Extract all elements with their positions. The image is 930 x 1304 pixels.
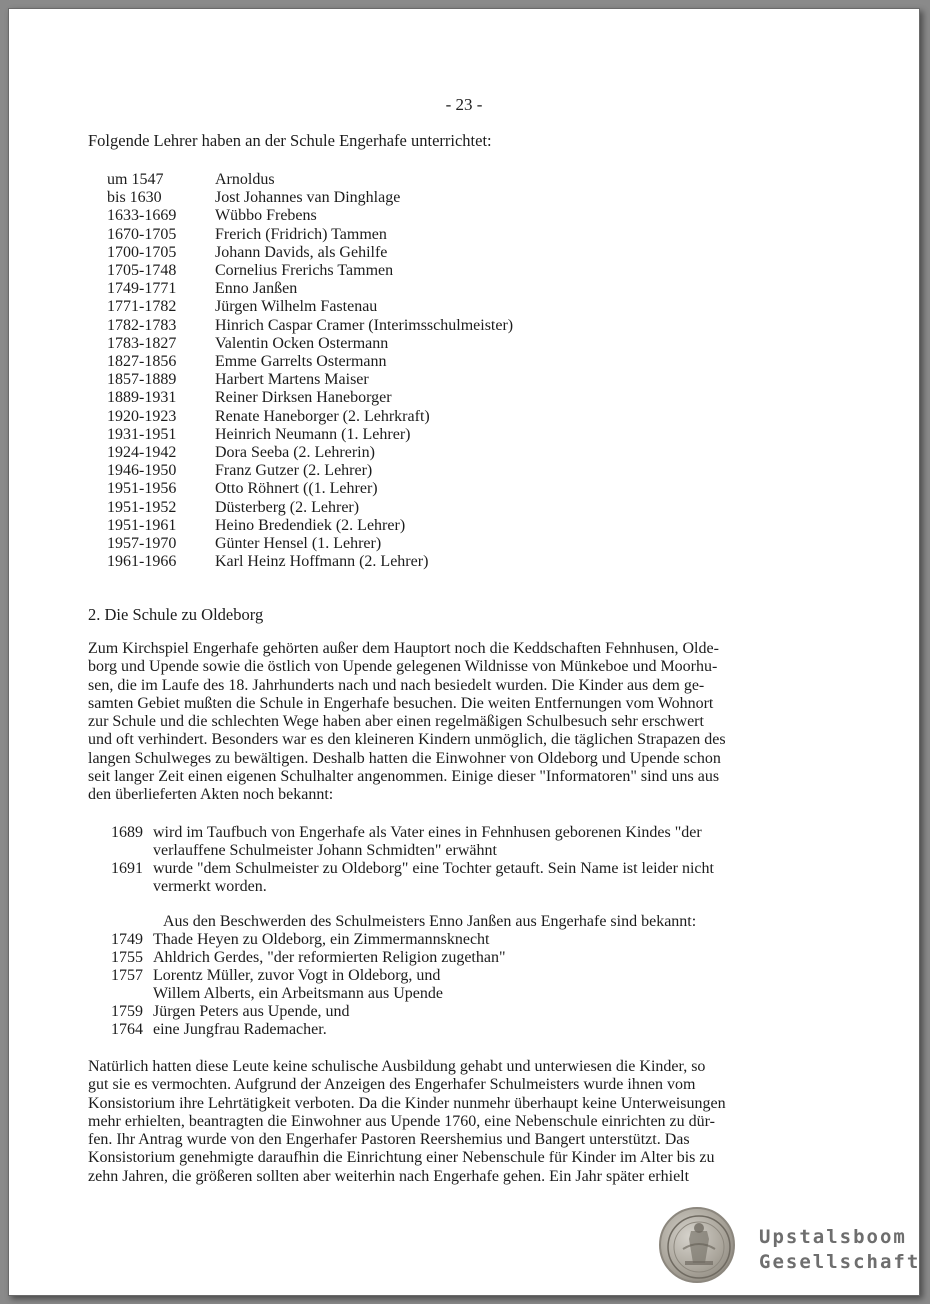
paragraph-line: samten Gebiet mußten die Schule in Engerhafe besuchen. Die weiten Entfernungen vom Wohnort: [88, 694, 714, 712]
teacher-row: [107, 480, 513, 498]
entry-text: Lorentz Müller, zuvor Vogt in Oldeborg, und: [153, 967, 441, 984]
logo-line-2: Gesellschaft: [759, 1251, 921, 1273]
teacher-name: Jürgen Wilhelm Fastenau: [215, 298, 378, 316]
paragraph-line: gut sie es vermochten. Aufgrund der Anzeigen des Engerhafer Schulmeisters wurde ihnen vom: [88, 1076, 696, 1094]
paragraph-line: Konsistorium ihre Lehrtätigkeit verboten. Da die Kinder nunmehr überhaupt keine Unterweisungen: [88, 1094, 726, 1112]
teacher-years: 1920-1923: [107, 407, 177, 425]
teacher-list-intro: Folgende Lehrer haben an der Schule Engerhafe unterrichtet:: [88, 131, 492, 150]
entry-text: wird im Taufbuch von Engerhafe als Vater eines in Fehnhusen geborenen Kindes "der: [153, 824, 702, 841]
teacher-name: Reiner Dirksen Haneborger: [215, 389, 392, 407]
teacher-name: Wübbo Frebens: [215, 207, 317, 225]
teacher-row: [107, 499, 513, 517]
teacher-row: [107, 207, 513, 225]
entry-year: 1757: [111, 967, 143, 984]
teacher-row: [107, 317, 513, 335]
paragraph-line: zehn Jahren, die größeren sollten aber weiterhin nach Engerhafe gehen. Ein Jahr später erhielt: [88, 1167, 690, 1185]
entry-row: [101, 931, 831, 949]
entry-row: [101, 985, 831, 1003]
teacher-row: [107, 280, 513, 298]
teacher-years: 1827-1856: [107, 353, 177, 371]
document-page: [8, 8, 920, 1296]
teacher-row: [107, 444, 513, 462]
teacher-row: [107, 389, 513, 407]
teacher-years: 1951-1956: [107, 480, 177, 498]
entry-row: [101, 842, 831, 860]
paragraph-line: langen Schulweges zu bewältigen. Deshalb hatten die Einwohner von Oldeborg und Upende schon: [88, 749, 721, 767]
teacher-row: [107, 535, 513, 553]
teacher-years: 1749-1771: [107, 280, 177, 298]
teacher-years: 1946-1950: [107, 462, 177, 480]
entry-text: verlauffene Schulmeister Johann Schmidten" erwähnt: [153, 842, 497, 859]
entry-year: 1764: [111, 1021, 143, 1038]
teacher-name: Franz Gutzer (2. Lehrer): [215, 462, 373, 480]
logo-line-1: Upstalsboom: [759, 1226, 907, 1248]
teacher-row: [107, 171, 513, 189]
teacher-name: Enno Janßen: [215, 280, 298, 298]
paragraph-line: den überlieferten Akten noch bekannt:: [88, 786, 334, 804]
entry-year: [101, 878, 153, 896]
entry-year: 1689: [111, 824, 143, 841]
teacher-name: Günter Hensel (1. Lehrer): [215, 535, 382, 553]
teacher-years: 1951-1961: [107, 516, 177, 534]
entry-text: Ahldrich Gerdes, "der reformierten Religion zugethan": [153, 949, 506, 966]
entry-text: Willem Alberts, ein Arbeitsmann aus Upende: [153, 985, 443, 1002]
paragraph-line: und oft verhindert. Besonders war es den kleineren Kindern unmöglich, die täglichen Strapazen des: [88, 731, 726, 749]
entry-row: [101, 1021, 831, 1039]
teacher-years: 1931-1951: [107, 425, 177, 443]
teacher-name: Dora Seeba (2. Lehrerin): [215, 444, 375, 462]
paragraph-2: [88, 1058, 832, 1186]
teacher-years: 1771-1782: [107, 298, 177, 316]
teacher-name: Düsterberg (2. Lehrer): [215, 498, 360, 516]
teacher-name: Emme Garrelts Ostermann: [215, 353, 387, 371]
section-heading: 2. Die Schule zu Oldeborg: [88, 605, 264, 624]
entry-row: [101, 967, 831, 985]
upstalsboom-logo: [659, 1207, 919, 1285]
entry-year: 1691: [111, 860, 143, 877]
paragraph-line: Natürlich hatten diese Leute keine schulische Ausbildung gehabt und unterwiesen die Kinder, so: [88, 1058, 706, 1075]
informator-list-2: [101, 931, 831, 1039]
teacher-row: [107, 244, 513, 262]
teacher-name: Otto Röhnert ((1. Lehrer): [215, 480, 378, 498]
teacher-row: [107, 426, 513, 444]
teacher-years: 1951-1952: [107, 498, 177, 516]
page-content: [9, 9, 919, 1295]
teacher-list: [107, 171, 513, 571]
teacher-row: [107, 353, 513, 371]
entry-text: Jürgen Peters aus Upende, und: [153, 1003, 350, 1020]
paragraph-line: mehr erhielten, beantragten die Einwohner aus Upende 1760, eine Nebenschule einrichten zu dür-: [88, 1112, 715, 1130]
teacher-years: 1961-1966: [107, 553, 177, 571]
teacher-name: Cornelius Frerichs Tammen: [215, 262, 394, 280]
logo-text: [759, 1225, 920, 1275]
entry-row: [101, 860, 831, 878]
teacher-years: 1924-1942: [107, 444, 177, 462]
teacher-row: [107, 462, 513, 480]
entry-year: 1755: [111, 949, 143, 966]
entry-row: [101, 949, 831, 967]
seal-icon: [659, 1207, 735, 1283]
paragraph-line: Konsistorium genehmigte daraufhin die Einrichtung einer Nebenschule für Kinder im Alter bis zu: [88, 1149, 715, 1167]
teacher-row: [107, 335, 513, 353]
teacher-years: um 1547: [107, 171, 164, 188]
teacher-years: 1782-1783: [107, 316, 177, 334]
teacher-row: [107, 226, 513, 244]
paragraph-line: zur Schule und die schlechten Wege haben aber einen regelmäßigen Schulbesuch sehr erschwert: [88, 713, 704, 731]
teacher-row: [107, 262, 513, 280]
entry-year: 1749: [111, 931, 143, 948]
entry-row: [101, 1003, 831, 1021]
entry-row: [101, 878, 831, 896]
paragraph-line: sen, die im Laufe des 18. Jahrhunderts nach und nach besiedelt wurden. Die Kinder aus dem ge-: [88, 676, 705, 694]
informator-list-1: [101, 824, 831, 896]
teacher-name: Frerich (Fridrich) Tammen: [215, 225, 387, 243]
teacher-name: Hinrich Caspar Cramer (Interimsschulmeister): [215, 316, 514, 334]
paragraph-line: seit langer Zeit einen eigenen Schulhalter angenommen. Einige dieser "Informatoren" sind uns aus: [88, 768, 720, 786]
teacher-name: Jost Johannes van Dinghlage: [215, 189, 401, 207]
teacher-years: 1857-1889: [107, 371, 177, 389]
teacher-name: Johann Davids, als Gehilfe: [215, 243, 388, 261]
teacher-years: 1700-1705: [107, 243, 177, 261]
entry-year: [101, 842, 153, 860]
entry-text: vermerkt worden.: [153, 878, 267, 895]
teacher-row: [107, 517, 513, 535]
teacher-years: bis 1630: [107, 189, 162, 207]
teacher-years: 1783-1827: [107, 334, 177, 352]
paragraph-line: borg und Upende sowie die östlich von Upende gelegenen Wildnisse von Münkeboe und Moorhu-: [88, 658, 718, 676]
paragraph-1: [88, 640, 832, 805]
teacher-row: [107, 189, 513, 207]
teacher-row: [107, 408, 513, 426]
teacher-name: Heinrich Neumann (1. Lehrer): [215, 425, 411, 443]
entry-year: [101, 985, 153, 1003]
teacher-years: 1957-1970: [107, 535, 177, 553]
entry-text: Thade Heyen zu Oldeborg, ein Zimmermannsknecht: [153, 931, 490, 948]
teacher-years: 1633-1669: [107, 207, 177, 225]
complaints-intro: Aus den Beschwerden des Schulmeisters Enno Janßen aus Engerhafe sind bekannt:: [163, 913, 697, 930]
teacher-name: Karl Heinz Hoffmann (2. Lehrer): [215, 553, 429, 571]
teacher-years: 1705-1748: [107, 262, 177, 280]
entry-text: eine Jungfrau Rademacher.: [153, 1021, 327, 1038]
teacher-name: Renate Haneborger (2. Lehrkraft): [215, 407, 430, 425]
teacher-row: [107, 298, 513, 316]
teacher-name: Heino Bredendiek (2. Lehrer): [215, 516, 406, 534]
entry-text: wurde "dem Schulmeister zu Oldeborg" eine Tochter getauft. Sein Name ist leider nicht: [153, 860, 714, 877]
page-number: - 23 -: [445, 95, 483, 114]
teacher-years: 1889-1931: [107, 389, 177, 407]
entry-year: 1759: [111, 1003, 143, 1020]
paragraph-line: Zum Kirchspiel Engerhafe gehörten außer dem Hauptort noch die Keddschaften Fehnhusen, Olde-: [88, 640, 719, 657]
teacher-row: [107, 371, 513, 389]
paragraph-line: fen. Ihr Antrag wurde von den Engerhafer Pastoren Reershemius und Bangert unterstützt. Das: [88, 1131, 690, 1149]
teacher-years: 1670-1705: [107, 225, 177, 243]
teacher-row: [107, 553, 513, 571]
teacher-name: Arnoldus: [215, 171, 275, 188]
teacher-name: Harbert Martens Maiser: [215, 371, 369, 389]
teacher-name: Valentin Ocken Ostermann: [215, 334, 389, 352]
entry-row: [101, 824, 831, 842]
